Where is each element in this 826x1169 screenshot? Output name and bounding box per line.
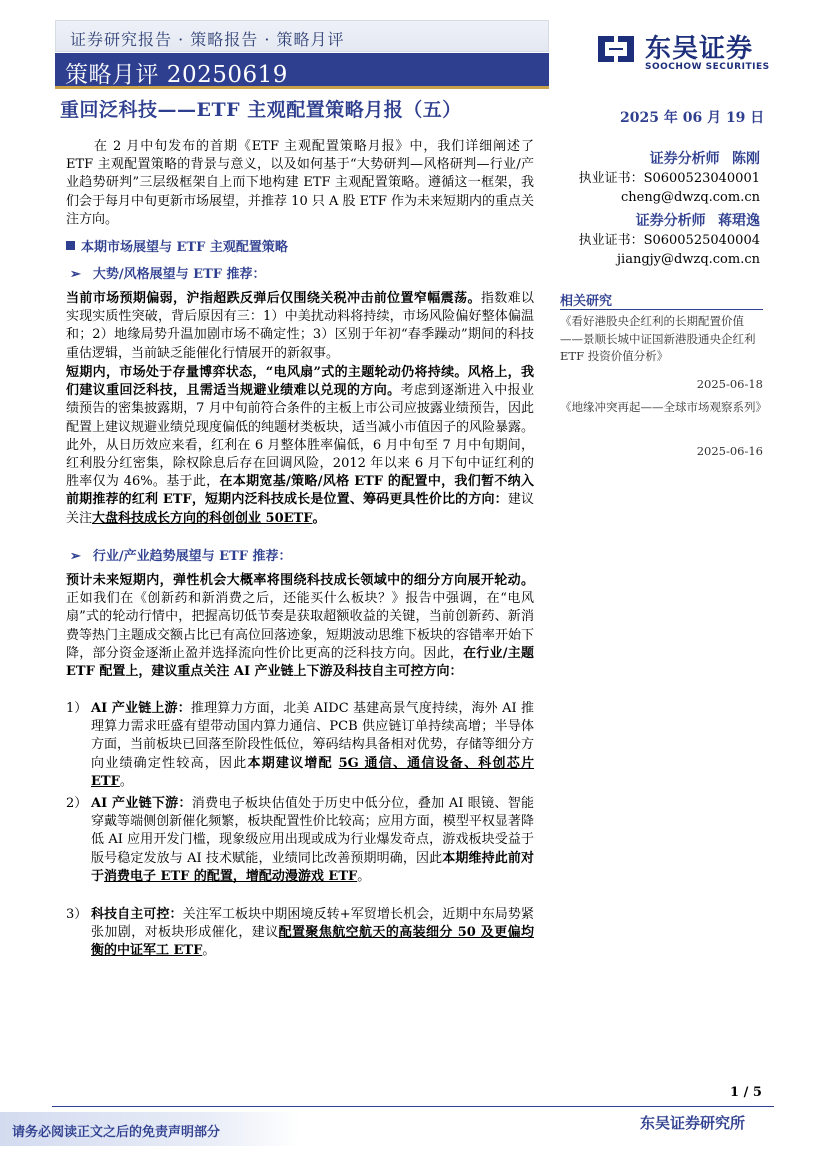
paragraph-market-outlook — [66, 290, 534, 363]
list-number: 1） — [66, 701, 88, 716]
arrow-bullet-icon: ➢ — [70, 267, 81, 282]
analyst-block — [579, 212, 760, 269]
intro-paragraph: 在 2 月中旬发布的首期《ETF 主观配置策略月报》中，我们详细阐述了 ETF 主观配置策略的背景与意义，以及如何基于“大势研判—风格研判—行业/产业趋势研判”三层级框架自上而下地构建 ETF 主观配置策略。遵循这一框架，我们会于每月中旬更新市场展望，并推荐 10 只 A 股 ETF 作为未来短期内的重点关注方向。 — [66, 139, 534, 227]
list-head: AI 产业链下游： — [91, 796, 192, 811]
list-head: 科技自主可控： — [91, 907, 183, 922]
list-end: 。 — [119, 773, 133, 789]
list-item — [66, 700, 534, 791]
p2-underline: 大盘科技成长方向的科创创业 50ETF — [92, 510, 313, 526]
report-type-bar — [55, 53, 549, 89]
subheading-market-text: 大势/风格展望与 ETF 推荐： — [92, 267, 266, 282]
p3-bold2: 在行业/主题 ETF 配置上，建议重点关注 AI 产业链上下游及科技自主可控方向： — [66, 645, 534, 680]
p3-bold1: 预计未来短期内，弹性机会大概率将围绕科技成长领域中的细分方向展开轮动。 — [66, 573, 534, 588]
list-underline: 消费电子 ETF 的配置，增配动漫游戏 ETF — [104, 868, 358, 884]
analyst-email[interactable]: cheng@dwzq.com.cn — [620, 190, 760, 205]
logo-chinese: 东吴证券 — [645, 34, 754, 64]
section-heading — [66, 236, 288, 255]
list-number: 3） — [66, 907, 88, 922]
analyst-cert: 执业证书：S0600525040004 — [578, 233, 760, 248]
list-text: 推理算力方面，北美 AIDC 基建高景气度持续，海外 AI 推理算力需求旺盛有望带动国内算力通信、PCB 供应链订单持续高增；半导体方面，当前板块已回落至阶段性低位，筹码结构具备相对优势，存储等细分方向业绩确定性较高，因此 — [91, 701, 534, 771]
related-item-title[interactable]: 《看好港股央企红利的长期配置价值——景顺长城中证国新港股通央企红利 ETF 投资价值分析》 — [560, 314, 756, 363]
header-band — [55, 20, 549, 52]
page-number: 1 / 5 — [730, 1085, 762, 1100]
list-bold: 本期建议增配 — [247, 755, 339, 771]
related-research-heading: 相关研究 — [560, 294, 613, 309]
section-heading-text: 本期市场展望与 ETF 主观配置策略 — [81, 240, 288, 255]
subheading-industry-text: 行业/产业趋势展望与 ETF 推荐： — [92, 549, 292, 564]
paragraph-industry-outlook — [66, 572, 534, 681]
analyst-email[interactable]: jiangjy@dwzq.com.cn — [617, 252, 760, 267]
p2-bold1: 短期内，市场处于存量博弈状态，“电风扇”式的主题轮动仍将持续。风格上，我们建议重回泛科技，且需适当规避业绩难以兑现的方向。 — [66, 365, 534, 399]
analyst-role: 证券分析师 — [649, 151, 720, 167]
report-category: 证券研究报告 · 策略报告 · 策略月评 — [70, 30, 345, 49]
footer-disclaimer-band — [0, 1112, 300, 1146]
p1-text: 指数难以实现实质性突破，背后原因有三：1）中美扰动料将持续，市场风险偏好整体偏温和；2）地缘局势升温加剧市场不确定性；3）区别于年初“春季躁动”期间的科技重估逻辑，当前缺乏能催化行情展开的新叙事。 — [66, 291, 534, 361]
logo-english: SOOCHOW SECURITIES — [645, 62, 770, 72]
related-item-date: 2025-06-16 — [696, 444, 763, 458]
list-item — [66, 906, 534, 961]
analyst-cert: 执业证书：S0600523040001 — [578, 171, 760, 186]
list-head: AI 产业链上游： — [91, 701, 191, 716]
footer-disclaimer: 请务必阅读正文之后的免责声明部分 — [12, 1125, 221, 1140]
paragraph-style-outlook — [66, 364, 534, 528]
analyst-role: 证券分析师 — [635, 213, 706, 229]
analyst-block — [579, 150, 760, 207]
p2-text2: 建议关注 — [66, 492, 534, 526]
footer-institute: 东吴证券研究所 — [640, 1114, 746, 1132]
list-bold: 本期维持此前对于 — [91, 850, 534, 884]
list-underline: 5G 通信、通信设备、科创芯片 ETF — [91, 755, 534, 789]
logo-mark-icon — [595, 28, 637, 70]
subheading-market — [70, 263, 266, 282]
analyst-name: 陈刚 — [732, 151, 760, 167]
list-text: 消费电子板块估值处于历史中低分位，叠加 AI 眼镜、智能穿戴等端侧创新催化频繁，板块配置性价比较高；应用方面，模型平权显著降低 AI 应用开发门槛，现象级应用出现或成为行业爆发奇点，游戏板块受益于版号稳定发放与 AI 技术赋能，业绩同比改善预期明确，因此 — [91, 796, 534, 866]
report-type: 策略月评 20250619 — [65, 62, 288, 88]
list-number: 2） — [66, 796, 88, 811]
related-item-title[interactable]: 《地缘冲突再起——全球市场观察系列》 — [560, 400, 767, 414]
soochow-logo — [595, 28, 775, 88]
related-divider — [560, 309, 763, 310]
list-end: 。 — [357, 868, 371, 884]
p3-text1: 正如我们在《创新药和新消费之后，还能买什么板块？》报告中强调，在“电风扇”式的轮动行情中，把握高切低节奏是获取超额收益的关键，当前创新药、新消费等热门主题成交额占比已有高位回落迹象，短期波动思维下板块的容错率开始下降，部分资金逐渐止盈并选择流向性价比更高的泛科技方向。因此， — [66, 591, 535, 661]
subheading-industry — [70, 545, 292, 564]
list-underline: 配置聚焦航空航天的高装细分 50 及更偏均衡的中证军工 ETF — [91, 925, 534, 959]
report-title: 重回泛科技——ETF 主观配置策略月报（五） — [60, 99, 462, 121]
related-item-date: 2025-06-18 — [696, 377, 763, 391]
p2-bold2: 在本期宽基/策略/风格 ETF 的配置中，我们暂不纳入前期推荐的红利 ETF，短期内泛科技成长是位置、筹码更具性价比的方向： — [66, 474, 534, 508]
p2-text1: 考虑到逐渐进入中报业绩预告的密集披露期，7 月中旬前符合条件的主板上市公司应披露业绩预告，因此配置上建议规避业绩兑现度偏低的纯题材类板块，适当减小市值因子的风险暴露。此外，从日历效应来看，红利在 6 月整体胜率偏低，6 月中旬至 7 月中旬期间，红利股分红密集，除权除息后存在回调风险，2012 年以来 6 月下旬中证红利的胜率仅为 46%。基于此， — [66, 383, 535, 490]
footer-divider — [52, 1106, 774, 1107]
list-text: 关注军工板块中期困境反转+军贸增长机会，近期中东局势紧张加剧，对板块形成催化，建议 — [91, 907, 534, 941]
p2-end: 。 — [312, 510, 326, 526]
arrow-bullet-icon: ➢ — [70, 549, 81, 564]
list-end: 。 — [202, 943, 216, 959]
analyst-name: 蒋珺逸 — [718, 213, 760, 229]
report-date: 2025 年 06 月 19 日 — [620, 110, 765, 126]
p1-bold: 当前市场预期偏弱，沪指超跌反弹后仅围绕关税冲击前位置窄幅震荡。 — [66, 291, 481, 306]
square-bullet-icon — [66, 241, 75, 250]
list-item — [66, 795, 534, 886]
